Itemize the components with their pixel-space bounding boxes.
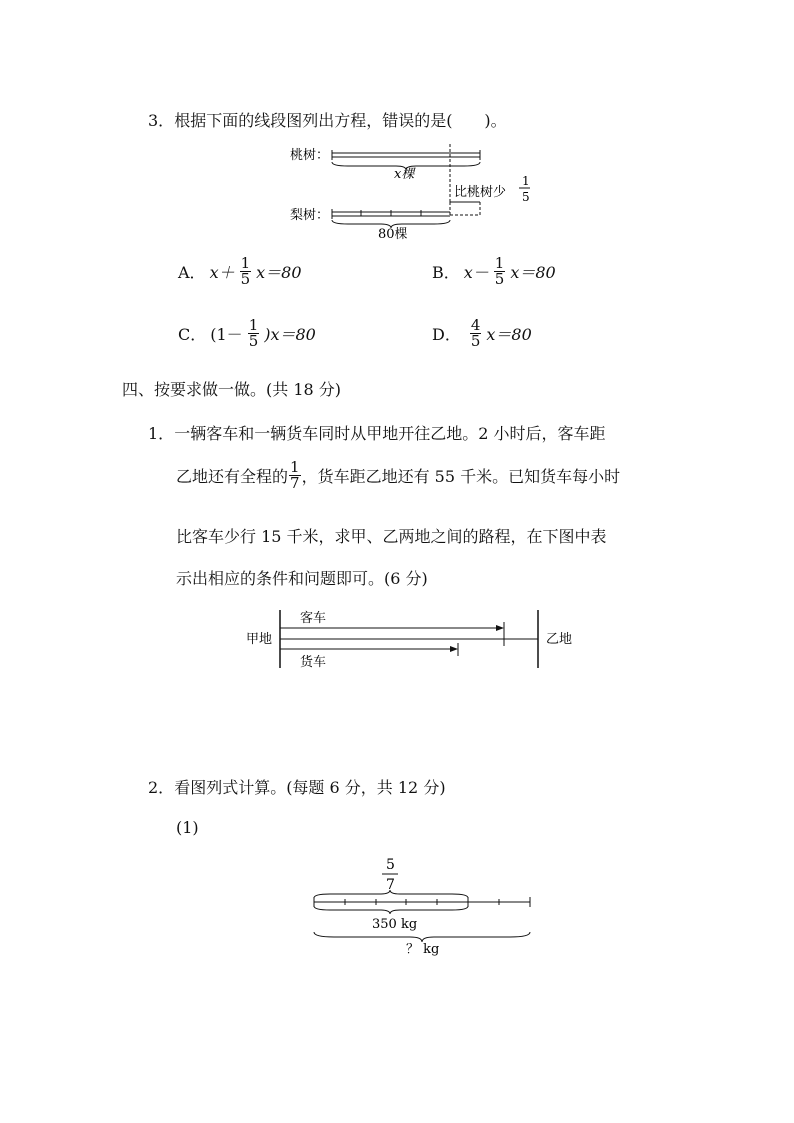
- s4q1-text1: 一辆客车和一辆货车同时从甲地开往乙地。2 小时后，客车距: [174, 424, 606, 443]
- option-c-post: )x＝80: [264, 325, 316, 344]
- section4-title: 四、按要求做一做。(共 18 分): [122, 380, 342, 399]
- s4q1-travel-diagram: [240, 606, 590, 672]
- q3-80-label: 80棵: [378, 227, 408, 240]
- option-c-pre: (1－: [210, 325, 243, 344]
- option-a-letter: A．: [178, 263, 206, 282]
- q3-option-d[interactable]: [432, 318, 532, 349]
- s4q2-sub1: (1): [176, 818, 199, 837]
- s4q1-fraction: $\frac{1}{7}$: [290, 458, 300, 492]
- q3-x-label: x棵: [394, 167, 415, 182]
- option-a-pre: x＋: [209, 263, 235, 282]
- option-b-letter: B．: [432, 263, 460, 282]
- q3-less-frac-den: 5: [522, 190, 530, 204]
- s4q1-number: 1．: [148, 424, 175, 443]
- option-b-fraction: $\frac{1}{5}$: [494, 254, 505, 288]
- q3-line: [148, 108, 507, 131]
- s4q1-line3: 比客车少行 15 千米，求甲、乙两地之间的路程，在下图中表: [176, 527, 607, 546]
- s4q1-end-label: 乙地: [546, 632, 573, 647]
- option-d-post: x＝80: [486, 325, 532, 344]
- s4q1-text2-pre: 乙地还有全程的: [176, 467, 289, 486]
- option-b-pre: x－: [463, 263, 489, 282]
- q3-number: 3．: [148, 111, 175, 130]
- s4q2-line: [148, 775, 446, 798]
- q3-pear-label: 梨树：: [290, 208, 330, 223]
- option-d-fraction: $\frac{4}{5}$: [470, 316, 481, 350]
- q3-option-a[interactable]: [178, 256, 302, 287]
- s4q2-segment-diagram: [306, 852, 542, 958]
- s4q1-line2: [176, 460, 620, 491]
- option-c-fraction: $\frac{1}{5}$: [248, 316, 259, 350]
- q3-peach-label: 桃树：: [290, 148, 330, 163]
- q3-option-c[interactable]: [178, 318, 316, 349]
- s4q1-line4: 示出相应的条件和问题即可。(6 分): [176, 569, 428, 588]
- q3-segment-diagram: [288, 140, 548, 240]
- s4q2-350-label: 350 kg: [372, 917, 418, 932]
- q3-text: 根据下面的线段图列出方程，错误的是( )。: [174, 111, 507, 130]
- q3-option-b[interactable]: [432, 256, 556, 287]
- s4q2-text: 看图列式计算。(每题 6 分，共 12 分): [174, 778, 446, 797]
- s4q2-frac-den: 7: [386, 877, 395, 893]
- option-a-post: x＝80: [256, 263, 302, 282]
- s4q1-line1: [148, 421, 605, 444]
- q3-less-frac-num: 1: [522, 174, 530, 188]
- s4q2-number: 2．: [148, 778, 175, 797]
- q3-less-label: 比桃树少: [454, 185, 507, 200]
- option-b-post: x＝80: [510, 263, 556, 282]
- option-a-fraction: $\frac{1}{5}$: [240, 254, 251, 288]
- s4q2-frac-num: 5: [386, 857, 395, 873]
- s4q1-bus-label: 客车: [300, 611, 327, 626]
- s4q2-total-label: ？ kg: [406, 942, 440, 957]
- s4q1-truck-label: 货车: [300, 655, 327, 670]
- option-d-letter: D．: [432, 325, 461, 344]
- option-c-letter: C．: [178, 325, 207, 344]
- s4q1-start-label: 甲地: [246, 632, 273, 647]
- s4q1-text2-post: ，货车距乙地还有 55 千米。已知货车每小时: [301, 467, 621, 486]
